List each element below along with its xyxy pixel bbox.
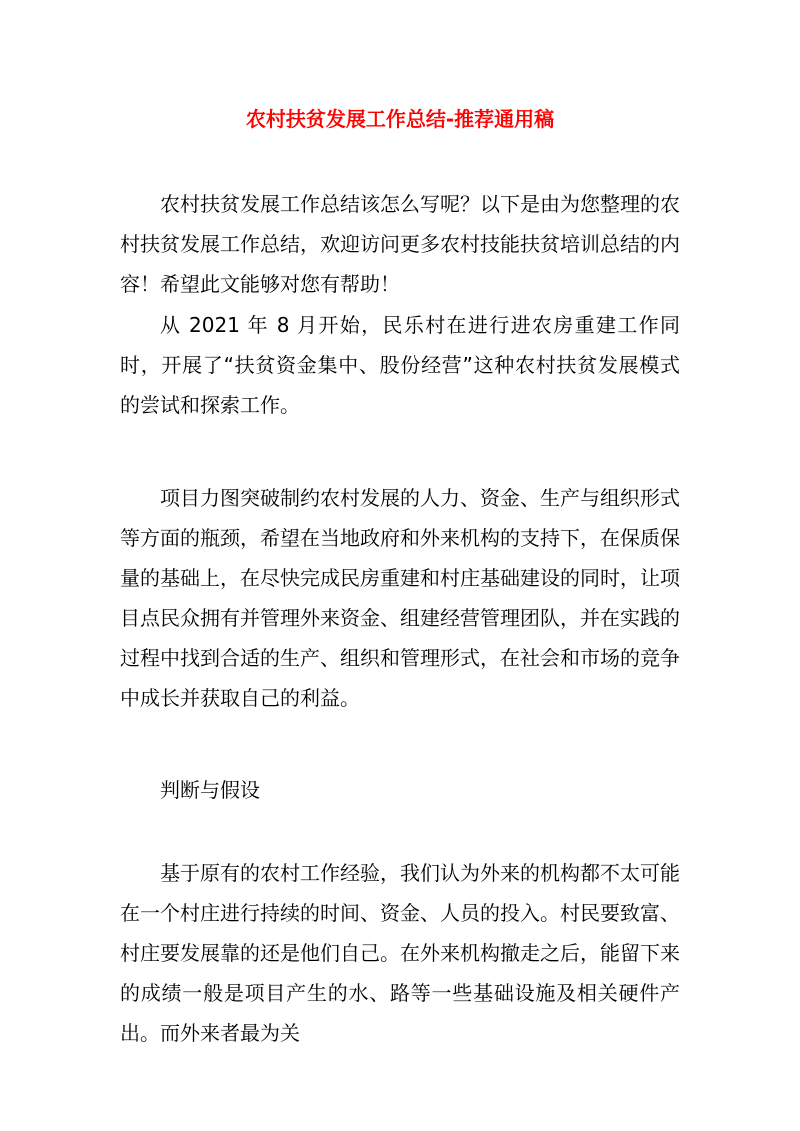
section-heading-judgment: 判断与假设 — [160, 778, 260, 802]
paragraph-project-goals: 项目力图突破制约农村发展的人力、资金、生产与组织形式等方面的瓶颈，希望在当地政府和外来机构的支持下，在保质保量的基础上，在尽快完成民房重建和村庄基础建设的同时，让项目点民众拥有并管理外来资金、组建经营管理团队，并在实践的过程中找到合适的生产、组织和管理形式，在社会和市场的竞争中成长并获取自己的利益。 — [120, 486, 680, 710]
paragraph-experience: 基于原有的农村工作经验，我们认为外来的机构都不太可能在一个村庄进行持续的时间、资金、人员的投入。村民要致富、村庄要发展靠的还是他们自己。在外来机构撤走之后，能留下来的成绩一般是项目产生的水、路等一些基础设施及相关硬件产出。而外来者最为关 — [120, 861, 680, 1045]
document-title: 农村扶贫发展工作总结-推荐通用稿 — [245, 107, 555, 131]
paragraph-intro: 农村扶贫发展工作总结该怎么写呢？以下是由为您整理的农村扶贫发展工作总结，欢迎访问更多农村技能扶贫培训总结的内容！希望此文能够对您有帮助！ — [120, 192, 680, 296]
paragraph-start: 从 2021 年 8 月开始，民乐村在进行进农房重建工作同时，开展了“扶贫资金集中、股份经营”这种农村扶贫发展模式的尝试和探索工作。 — [120, 313, 680, 417]
